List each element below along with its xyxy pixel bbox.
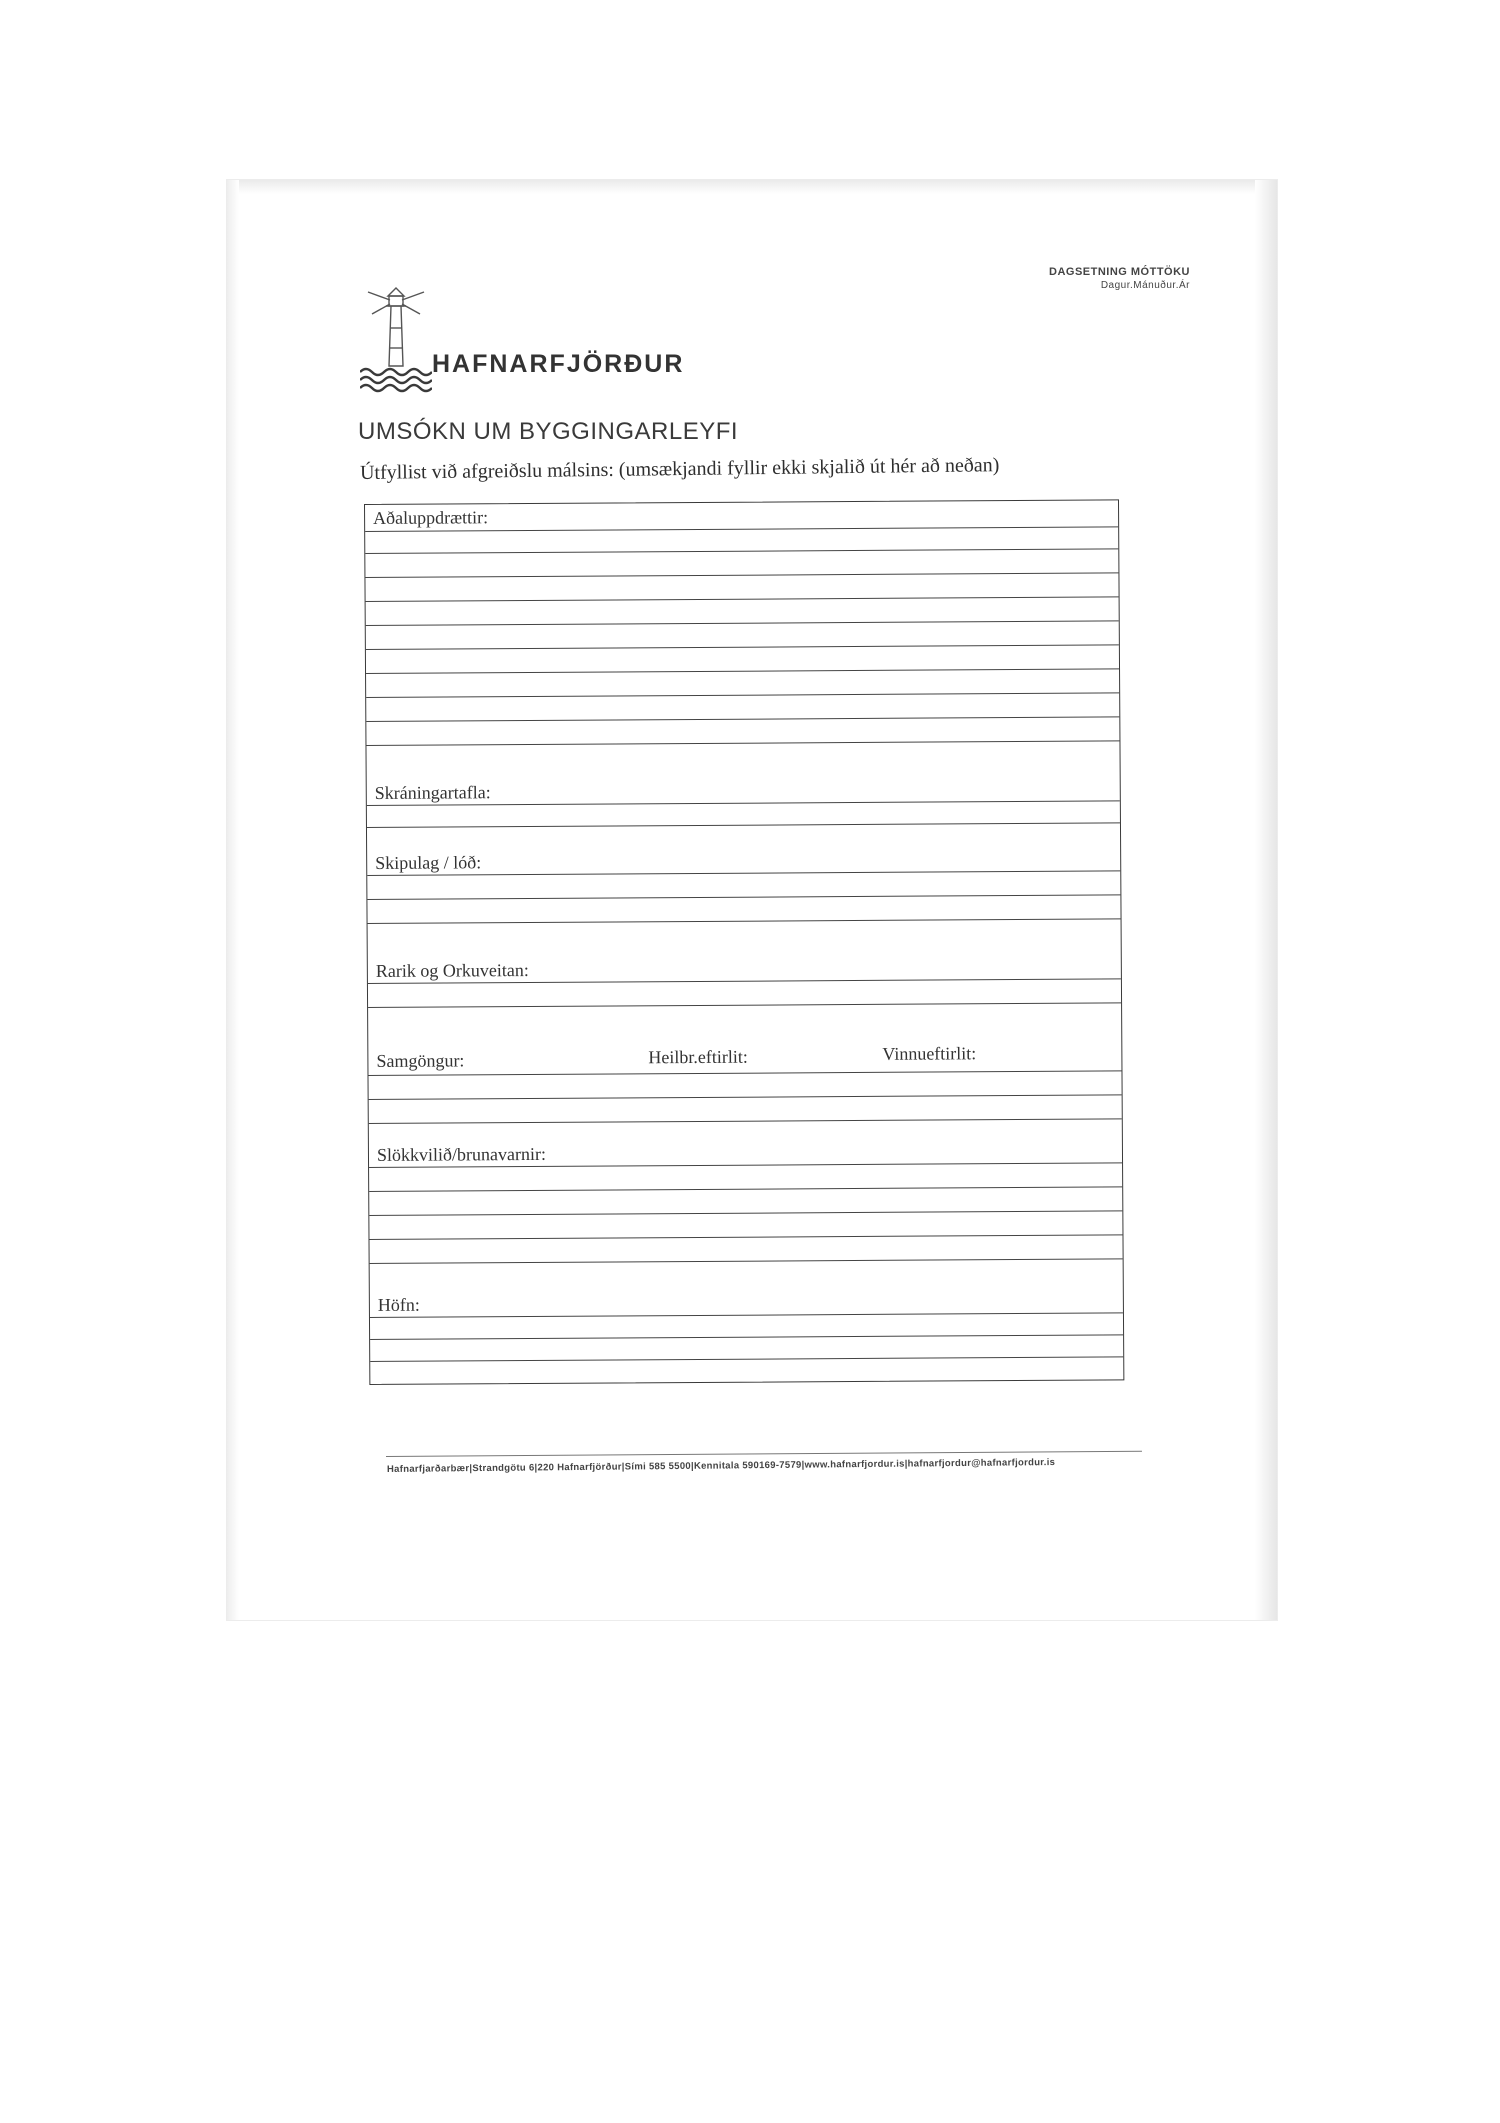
date-format-hint: Dagur.Mánuður.Ár bbox=[1100, 280, 1190, 291]
row-line bbox=[365, 548, 1118, 554]
row-line bbox=[369, 1186, 1122, 1192]
label-slokkvilid: Slökkvilið/brunavarnir: bbox=[376, 1143, 547, 1165]
label-skipulag: Skipulag / lóð: bbox=[375, 852, 482, 873]
row-line bbox=[368, 1002, 1121, 1008]
processing-table bbox=[364, 499, 1124, 1385]
scan-right-shadow bbox=[1255, 180, 1277, 1620]
row-line bbox=[367, 822, 1120, 828]
date-received-block bbox=[1000, 266, 1190, 291]
label-skraningartafla: Skráningartafla: bbox=[374, 782, 491, 803]
label-heilbr-eftirlit: Heilbr.eftirlit: bbox=[648, 1046, 748, 1068]
label-rarik: Rarik og Orkuveitan: bbox=[375, 960, 529, 981]
row-line bbox=[366, 692, 1119, 698]
date-received-title: DAGSETNING MÓTTÖKU bbox=[1049, 266, 1190, 278]
row-line bbox=[366, 596, 1119, 602]
form-instruction: Útfyllist við afgreiðslu málsins: (umsækjandi fyllir ekki skjalið út hér að neðan) bbox=[359, 454, 1000, 484]
scan-left-shadow bbox=[227, 180, 239, 1620]
row-line bbox=[370, 1258, 1123, 1264]
scan-top-shade bbox=[227, 180, 1277, 194]
row-line bbox=[365, 572, 1118, 578]
organization-name: HAFNARFJÖRÐUR bbox=[432, 350, 685, 378]
label-adaluppdraettir: Aðaluppdrættir: bbox=[373, 507, 489, 528]
row-line bbox=[369, 1094, 1122, 1100]
row-line bbox=[369, 1210, 1122, 1216]
row-line bbox=[370, 1356, 1123, 1362]
row-line bbox=[369, 1234, 1122, 1240]
row-line bbox=[370, 1312, 1123, 1318]
row-line bbox=[366, 620, 1119, 626]
row-line bbox=[366, 668, 1119, 674]
row-line bbox=[369, 1118, 1122, 1124]
row-line bbox=[366, 644, 1119, 650]
label-vinnueftirlit: Vinnueftirlit: bbox=[882, 1043, 977, 1064]
row-line bbox=[366, 716, 1119, 722]
label-hofn: Höfn: bbox=[377, 1294, 420, 1315]
row-line bbox=[367, 894, 1120, 900]
label-samgongur: Samgöngur: bbox=[376, 1050, 465, 1071]
lighthouse-icon bbox=[360, 278, 432, 401]
form-title: UMSÓKN UM BYGGINGARLEYFI bbox=[358, 418, 739, 445]
row-line bbox=[370, 1334, 1123, 1340]
row-line bbox=[368, 918, 1121, 924]
row-line bbox=[366, 740, 1119, 746]
footer-contact-info: Hafnarfjarðarbær|Strandgötu 6|220 Hafnarfjörður|Sími 585 5500|Kennitala 590169-7579|www.hafnarfjordur.is|hafnarfjordur@hafnarfjordur.is bbox=[386, 1457, 1056, 1475]
row-line bbox=[368, 1070, 1121, 1076]
